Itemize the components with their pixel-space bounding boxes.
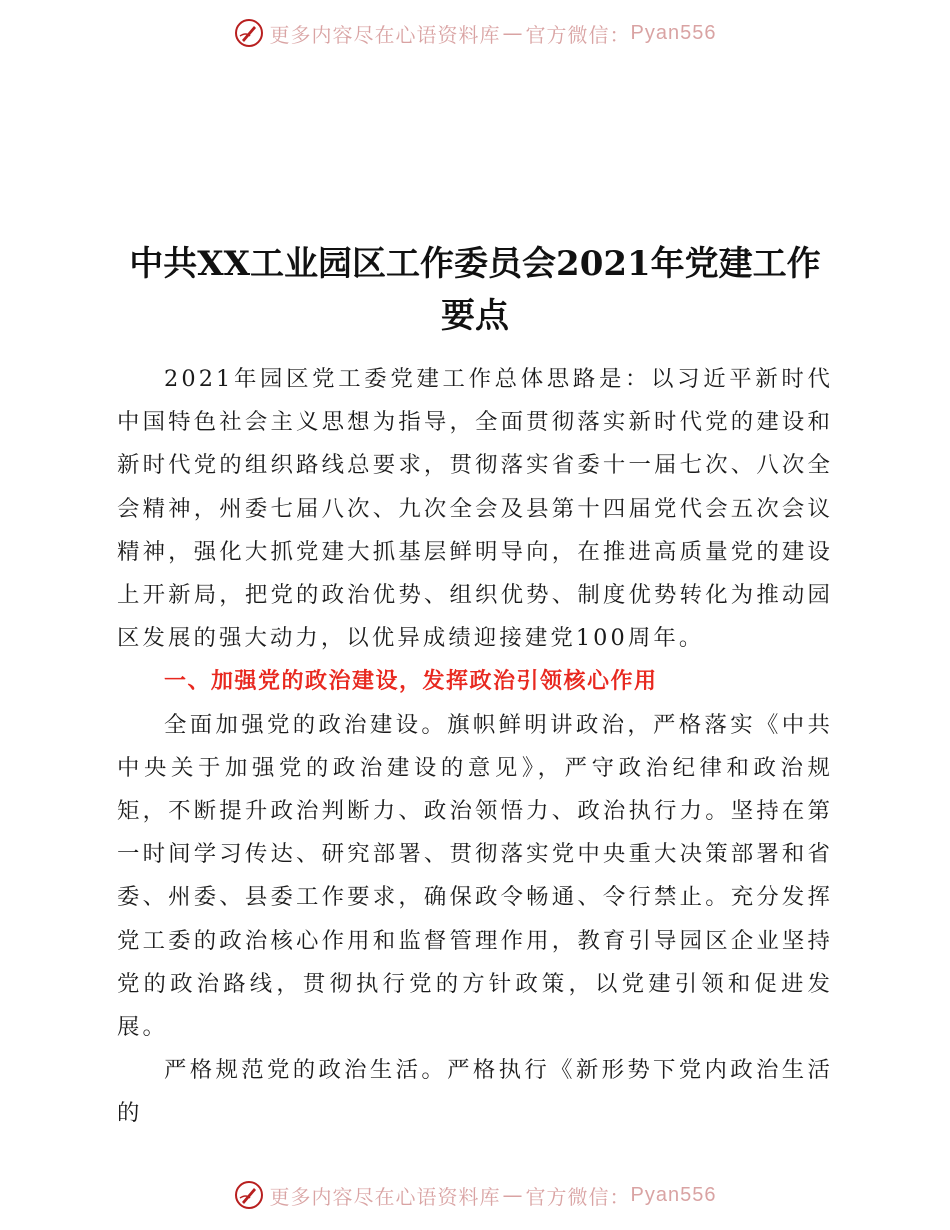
watermark-wechat-id: Pyan556 xyxy=(630,21,717,44)
title-line-1: 中共XX工业园区工作委员会2021年党建工作 xyxy=(129,244,821,284)
quill-seal-icon xyxy=(234,1180,264,1210)
watermark-wechat-id: Pyan556 xyxy=(630,1183,717,1206)
quill-seal-icon xyxy=(234,18,264,48)
paragraph-intro: 2021年园区党工委党建工作总体思路是：以习近平新时代中国特色社会主义思想为指导，全面贯彻落实新时代党的建设和新时代党的组织路线总要求，贯彻落实省委十一届七次、八次全会精神，州委七届八次、九次全会及县第十四届党代会五次会议精神，强化大抓党建大抓基层鲜明导向，在推进高质量党的建设上开新局，把党的政治优势、组织优势、制度优势转化为推动园区发展的强大动力，以优异成绩迎接建党100周年。 xyxy=(117,366,833,652)
paragraph-political-building: 全面加强党的政治建设。旗帜鲜明讲政治，严格落实《中共中央关于加强党的政治建设的意见》，严守政治纪律和政治规矩，不断提升政治判断力、政治领悟力、政治执行力。坚持在第一时间学习传达、研究部署、贯彻落实党中央重大决策部署和省委、州委、县委工作要求，确保政令畅通、令行禁止。充分发挥党工委的政治核心作用和监督管理作用，教育引导园区企业坚持党的政治路线，贯彻执行党的方针政策，以党建引领和促进发展。 xyxy=(117,711,833,1041)
watermark-separator: — xyxy=(502,1183,524,1207)
document-title xyxy=(100,238,850,342)
watermark-text: 更多内容尽在心语资料库 xyxy=(269,22,501,47)
title-line-2: 要点 xyxy=(441,296,509,336)
watermark-separator: — xyxy=(502,21,524,45)
section-heading-1: 一、加强党的政治建设，发挥政治引领核心作用 xyxy=(164,669,658,695)
watermark-text: 更多内容尽在心语资料库 xyxy=(269,1184,501,1209)
watermark-wechat-label: 官方微信： xyxy=(525,1184,631,1209)
header-watermark xyxy=(0,18,950,48)
paragraph-political-life: 严格规范党的政治生活。严格执行《新形势下党内政治生活的 xyxy=(117,1057,833,1127)
document-body xyxy=(117,358,833,1136)
watermark-wechat-label: 官方微信： xyxy=(525,22,631,47)
footer-watermark xyxy=(0,1180,950,1210)
